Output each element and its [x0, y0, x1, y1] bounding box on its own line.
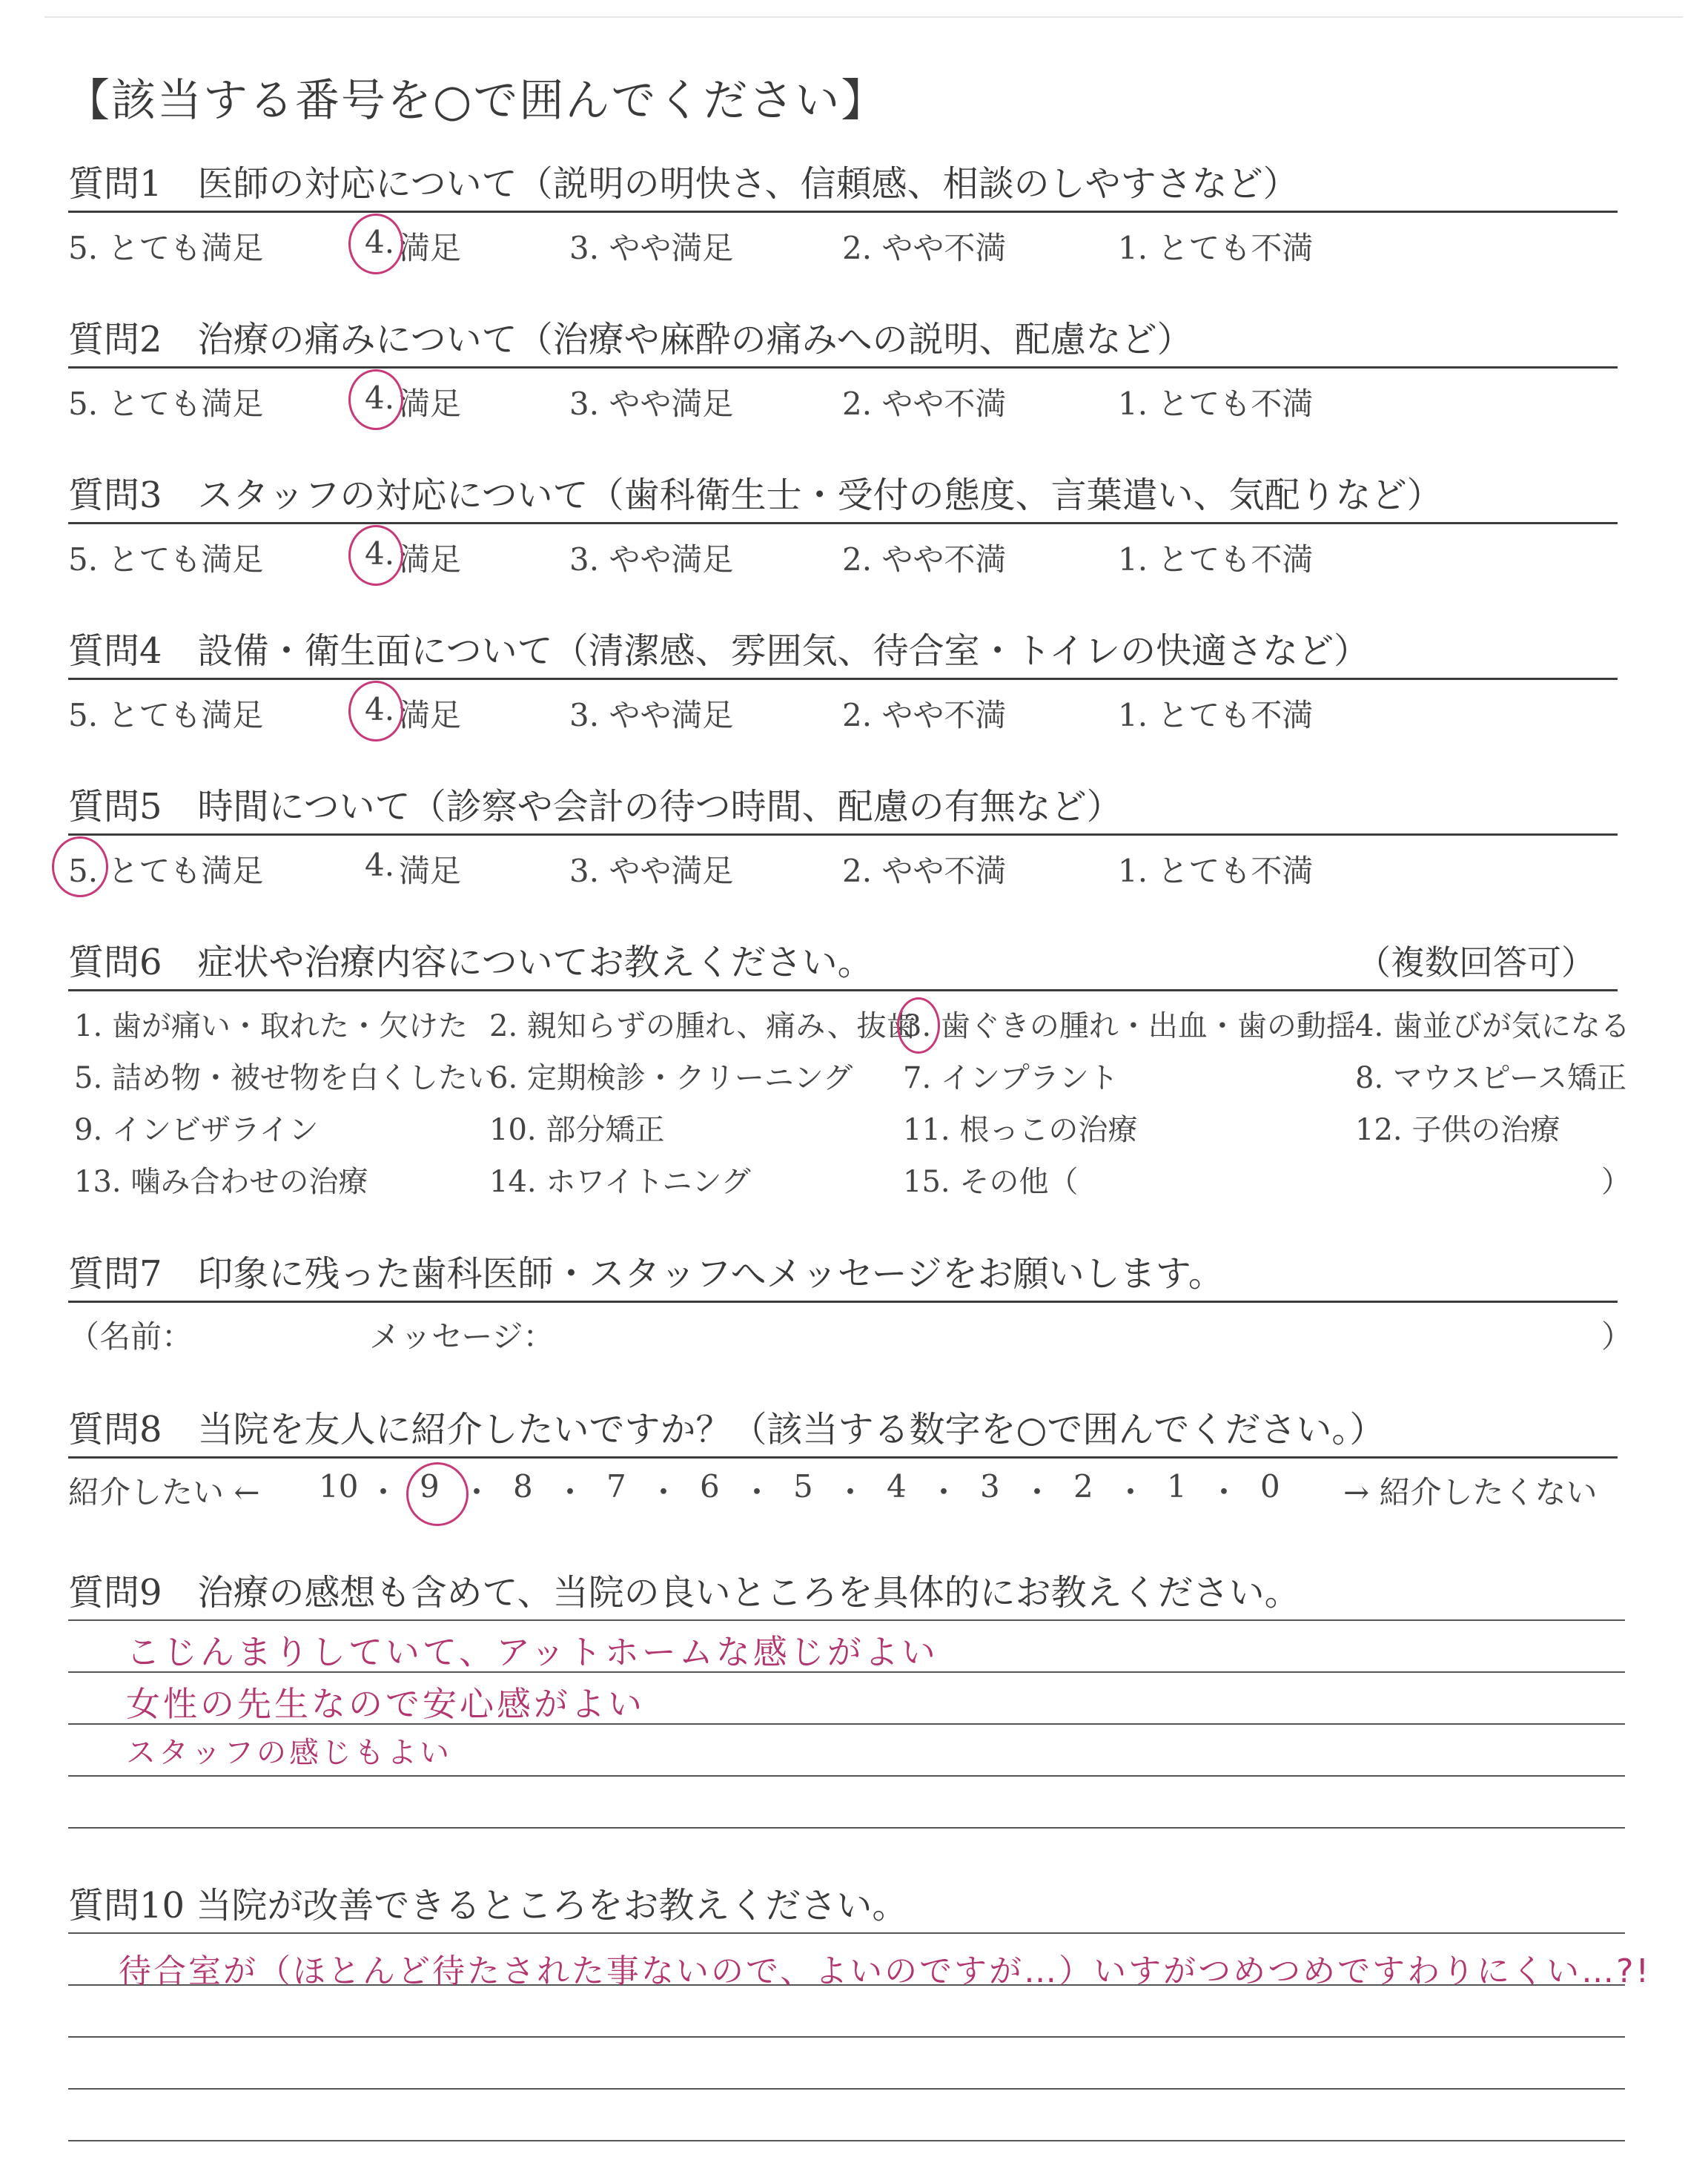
top-edge-line — [44, 16, 1683, 18]
q6-option-13[interactable]: 13. 噛み合わせの治療 — [74, 1165, 368, 1199]
form-title: 【該当する番号を○で囲んでください】 — [65, 75, 887, 127]
question-4-option-o2[interactable]: 2. やや不満 — [842, 697, 1007, 733]
q6-option-8[interactable]: 8. マウスピース矯正 — [1355, 1061, 1627, 1095]
question-1-option-o4n[interactable]: 4. — [365, 224, 395, 260]
q8-scale-separator: ・ — [368, 1474, 400, 1510]
question-5-option-o4n[interactable]: 4. — [365, 847, 395, 883]
question-5 — [68, 785, 1625, 829]
question-1-option-o5[interactable]: 5. とても満足 — [68, 230, 264, 266]
q7-section — [68, 1252, 1625, 1296]
question-1-option-o2[interactable]: 2. やや不満 — [842, 230, 1007, 266]
question-4-option-o3[interactable]: 3. やや満足 — [569, 697, 734, 733]
q6-option-15[interactable]: 15. その他（ — [903, 1165, 1079, 1199]
question-1-label: 質問1 医師の対応について（説明の明快さ、信頼感、相談のしやすさなど） — [68, 163, 1299, 205]
question-4-option-o5[interactable]: 5. とても満足 — [68, 697, 264, 733]
q8-scale-9[interactable]: 9 — [420, 1468, 440, 1505]
question-1-selected-circle — [348, 214, 403, 274]
q8-selected-circle — [406, 1462, 469, 1526]
question-3-option-o3[interactable]: 3. やや満足 — [569, 541, 734, 578]
q8-left-label: 紹介したい ← — [68, 1474, 260, 1510]
question-2-label: 質問2 治療の痛みについて（治療や麻酔の痛みへの説明、配慮など） — [68, 319, 1193, 360]
question-5-rule — [68, 833, 1618, 836]
q6-option-7[interactable]: 7. インプラント — [903, 1061, 1119, 1095]
question-2-option-o5[interactable]: 5. とても満足 — [68, 386, 264, 422]
q9-answer-line-2: 女性の先生なので安心感がよい — [126, 1684, 645, 1724]
question-2-option-o3[interactable]: 3. やや満足 — [569, 386, 734, 422]
question-3-option-o2[interactable]: 2. やや不満 — [842, 541, 1007, 578]
q8-right-label: → 紹介したくない — [1343, 1474, 1598, 1510]
q8-scale-separator: ・ — [461, 1474, 493, 1510]
q9-line-1 — [68, 1619, 1625, 1621]
q8-scale-10[interactable]: 10 — [319, 1468, 359, 1505]
q8-scale-separator: ・ — [1115, 1474, 1147, 1510]
q6-option-1[interactable]: 1. 歯が痛い・取れた・欠けた — [74, 1009, 468, 1043]
question-3-option-o4n[interactable]: 4. — [365, 535, 395, 572]
question-4-option-o1[interactable]: 1. とても不満 — [1118, 697, 1314, 733]
q9-label: 質問9 治療の感想も含めて、当院の良いところを具体的にお教えください。 — [68, 1572, 1300, 1614]
q8-rule — [68, 1456, 1618, 1459]
question-4 — [68, 629, 1625, 673]
q7-message-label: メッセージ： — [369, 1318, 555, 1355]
q8-scale-separator: ・ — [648, 1474, 680, 1510]
question-2-options — [68, 380, 1625, 424]
q10-section — [68, 1883, 1625, 1928]
q9-answer-line-3: スタッフの感じもよい — [126, 1736, 452, 1770]
question-2-rule — [68, 366, 1618, 369]
question-4-options — [68, 691, 1625, 736]
question-1-option-o3[interactable]: 3. やや満足 — [569, 230, 734, 266]
q9-section — [68, 1571, 1625, 1615]
question-4-label: 質問4 設備・衛生面について（清潔感、雰囲気、待合室・トイレの快適さなど） — [68, 630, 1370, 672]
q8-scale-5[interactable]: 5 — [793, 1468, 813, 1505]
q8-scale-2[interactable]: 2 — [1073, 1468, 1093, 1505]
question-3-selected-circle — [348, 525, 403, 586]
question-1-options — [68, 224, 1625, 268]
q6-option-3[interactable]: 3. 歯ぐきの腫れ・出血・歯の動揺 — [903, 1009, 1356, 1043]
q9-line-5 — [68, 1827, 1625, 1829]
q8-label: 質問8 当院を友人に紹介したいですか？（該当する数字を○で囲んでください。） — [68, 1409, 1386, 1450]
q6-other-close: ） — [1601, 1165, 1631, 1199]
question-1 — [68, 162, 1625, 206]
question-3-option-o5[interactable]: 5. とても満足 — [68, 541, 264, 578]
question-2-selected-circle — [348, 369, 403, 430]
q6-option-2[interactable]: 2. 親知らずの腫れ、痛み、抜歯 — [489, 1009, 916, 1043]
q7-name-label: （名前： — [68, 1318, 193, 1355]
question-5-option-o5[interactable]: 5. とても満足 — [68, 853, 264, 889]
q8-scale-3[interactable]: 3 — [980, 1468, 1000, 1505]
question-5-option-o3[interactable]: 3. やや満足 — [569, 853, 734, 889]
q9-answer-line-1: こじんまりしていて、アットホームな感じがよい — [126, 1632, 939, 1672]
question-3-options — [68, 535, 1625, 580]
question-5-selected-circle — [52, 836, 108, 897]
q6-selected-circle — [897, 997, 940, 1054]
q10-line-3 — [68, 2036, 1625, 2038]
q8-scale-4[interactable]: 4 — [887, 1468, 907, 1505]
q6-option-6[interactable]: 6. 定期検診・クリーニング — [489, 1061, 853, 1095]
q7-rule — [68, 1301, 1618, 1303]
question-3-rule — [68, 522, 1618, 524]
q6-option-12[interactable]: 12. 子供の治療 — [1355, 1113, 1560, 1147]
q6-option-9[interactable]: 9. インビザライン — [74, 1113, 319, 1147]
question-3-label: 質問3 スタッフの対応について（歯科衛生士・受付の態度、言葉遣い、気配りなど） — [68, 475, 1443, 516]
question-2-option-o4t[interactable]: 満足 — [399, 386, 462, 422]
q10-line-5 — [68, 2140, 1625, 2141]
q8-section — [68, 1407, 1625, 1452]
q9-line-4 — [68, 1775, 1625, 1777]
q8-scale-separator: ・ — [835, 1474, 867, 1510]
question-4-rule — [68, 678, 1618, 680]
question-5-option-o4t[interactable]: 満足 — [399, 853, 462, 889]
q10-label: 質問10 当院が改善できるところをお教えください。 — [68, 1885, 908, 1926]
question-5-options — [68, 847, 1625, 891]
question-2-option-o4n[interactable]: 4. — [365, 380, 395, 416]
q10-line-4 — [68, 2088, 1625, 2090]
question-2-option-o2[interactable]: 2. やや不満 — [842, 386, 1007, 422]
q6-option-10[interactable]: 10. 部分矯正 — [489, 1113, 665, 1147]
question-1-option-o4t[interactable]: 満足 — [399, 230, 462, 266]
q8-scale-6[interactable]: 6 — [700, 1468, 720, 1505]
q6-option-5[interactable]: 5. 詰め物・被せ物を白くしたい — [74, 1061, 497, 1095]
question-4-selected-circle — [348, 681, 403, 742]
q6-option-14[interactable]: 14. ホワイトニング — [489, 1165, 751, 1199]
question-4-option-o4t[interactable]: 満足 — [399, 697, 462, 733]
question-5-label: 質問5 時間について（診察や会計の待つ時間、配慮の有無など） — [68, 786, 1122, 828]
q7-close-paren: ） — [1601, 1318, 1633, 1355]
q8-scale-0[interactable]: 0 — [1260, 1468, 1280, 1505]
question-5-option-o2[interactable]: 2. やや不満 — [842, 853, 1007, 889]
question-5-option-o1[interactable]: 1. とても不満 — [1118, 853, 1314, 889]
question-3 — [68, 473, 1625, 518]
q7-label: 質問7 印象に残った歯科医師・スタッフへメッセージをお願いします。 — [68, 1253, 1224, 1295]
q6-option-11[interactable]: 11. 根っこの治療 — [903, 1113, 1138, 1147]
q8-scale — [68, 1468, 1647, 1513]
q6-multiple-note: （複数回答可） — [1357, 942, 1595, 982]
question-3-option-o1[interactable]: 1. とても不満 — [1118, 541, 1314, 578]
q10-answer-line-1: 待合室が（ほとんど待たされた事ないので、よいのですが…）いすがつめつめですわりにくい…?! — [119, 1952, 1652, 1990]
question-2-option-o1[interactable]: 1. とても不満 — [1118, 386, 1314, 422]
question-1-rule — [68, 211, 1618, 213]
question-3-option-o4t[interactable]: 満足 — [399, 541, 462, 578]
q8-scale-separator: ・ — [928, 1474, 960, 1510]
q10-line-1 — [68, 1932, 1625, 1934]
q8-scale-8[interactable]: 8 — [513, 1468, 533, 1505]
question-2 — [68, 317, 1625, 362]
q8-scale-separator: ・ — [1022, 1474, 1053, 1510]
q8-scale-separator: ・ — [1208, 1474, 1240, 1510]
q6-option-4[interactable]: 4. 歯並びが気になる — [1355, 1009, 1630, 1043]
question-4-option-o4n[interactable]: 4. — [365, 691, 395, 727]
question-1-option-o1[interactable]: 1. とても不満 — [1118, 230, 1314, 266]
q8-scale-separator: ・ — [741, 1474, 773, 1510]
q8-scale-separator: ・ — [555, 1474, 586, 1510]
q6-label: 質問6 症状や治療内容についてお教えください。 — [68, 942, 873, 983]
q8-scale-7[interactable]: 7 — [606, 1468, 626, 1505]
q8-scale-1[interactable]: 1 — [1167, 1468, 1187, 1505]
q6-rule — [68, 989, 1618, 991]
